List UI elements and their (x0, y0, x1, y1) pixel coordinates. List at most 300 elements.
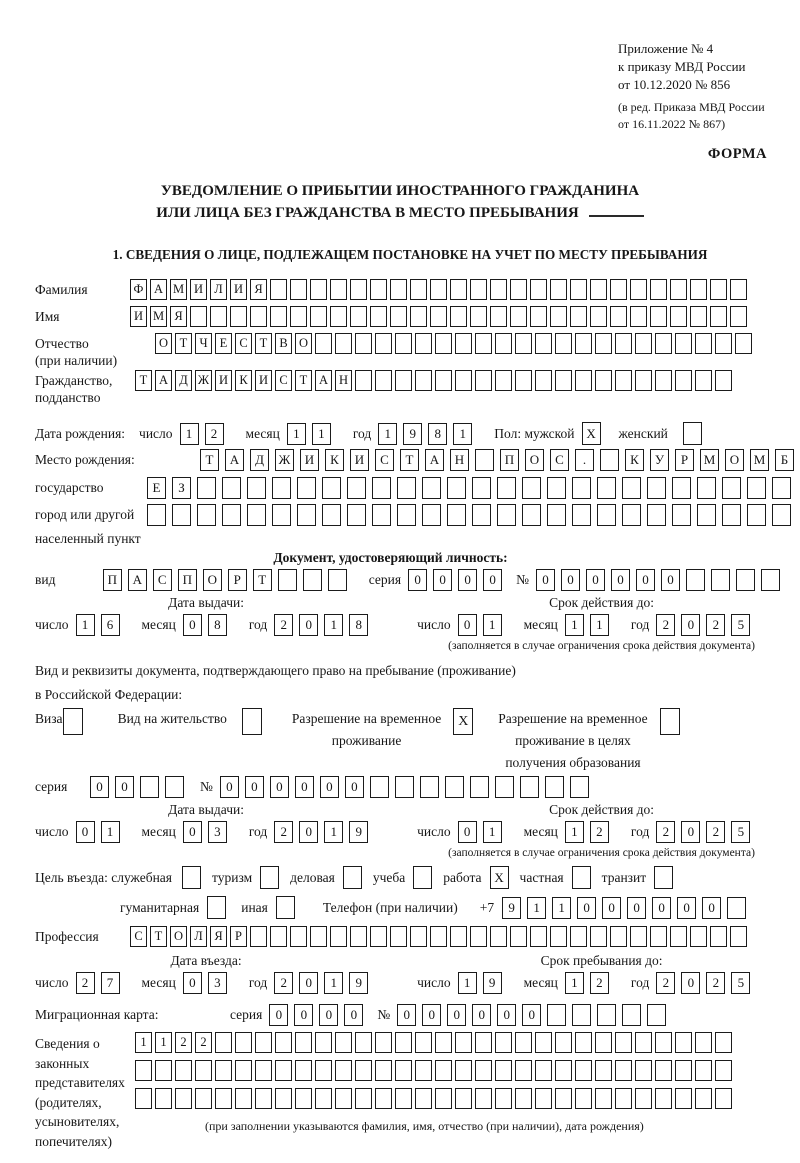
char-cell[interactable] (295, 1060, 312, 1081)
char-cell[interactable] (310, 279, 327, 300)
char-cell[interactable]: П (500, 449, 519, 471)
char-cell[interactable]: 9 (403, 423, 422, 445)
char-cell[interactable]: 0 (472, 1004, 491, 1026)
purpose-other-checkbox[interactable] (276, 896, 295, 919)
char-cell[interactable]: Т (400, 449, 419, 471)
char-cell[interactable]: 0 (627, 897, 646, 919)
char-cell[interactable] (490, 926, 507, 947)
char-cell[interactable] (597, 477, 616, 499)
char-cell[interactable] (615, 1032, 632, 1053)
char-cell[interactable] (375, 333, 392, 354)
char-cell[interactable] (555, 333, 572, 354)
char-cell[interactable] (530, 306, 547, 327)
char-cell[interactable] (347, 477, 366, 499)
char-cell[interactable] (711, 569, 730, 591)
char-cell[interactable] (695, 1032, 712, 1053)
char-cell[interactable] (655, 1060, 672, 1081)
char-cell[interactable] (372, 477, 391, 499)
char-cell[interactable] (635, 370, 652, 391)
char-cell[interactable] (715, 1088, 732, 1109)
char-cell[interactable]: Ж (275, 449, 294, 471)
char-cell[interactable]: В (275, 333, 292, 354)
char-cell[interactable] (330, 279, 347, 300)
rvp-edu-checkbox[interactable] (660, 708, 680, 735)
char-cell[interactable] (215, 1032, 232, 1053)
char-cell[interactable] (395, 776, 414, 798)
char-cell[interactable]: 0 (661, 569, 680, 591)
char-cell[interactable]: 1 (324, 972, 343, 994)
char-cell[interactable]: 5 (731, 972, 750, 994)
char-cell[interactable]: С (153, 569, 172, 591)
char-cell[interactable]: 0 (681, 972, 700, 994)
char-cell[interactable] (375, 370, 392, 391)
char-cell[interactable]: 0 (677, 897, 696, 919)
char-cell[interactable]: Н (450, 449, 469, 471)
char-cell[interactable] (670, 306, 687, 327)
char-cell[interactable] (695, 1088, 712, 1109)
char-cell[interactable] (420, 776, 439, 798)
purpose-tourism-checkbox[interactable] (260, 866, 279, 889)
char-cell[interactable]: Е (215, 333, 232, 354)
char-cell[interactable] (135, 1088, 152, 1109)
char-cell[interactable] (570, 926, 587, 947)
char-cell[interactable]: 0 (270, 776, 289, 798)
char-cell[interactable] (470, 926, 487, 947)
char-cell[interactable]: 0 (220, 776, 239, 798)
char-cell[interactable]: 0 (319, 1004, 338, 1026)
char-cell[interactable]: 0 (344, 1004, 363, 1026)
char-cell[interactable]: 5 (731, 821, 750, 843)
char-cell[interactable] (247, 504, 266, 526)
char-cell[interactable] (575, 1060, 592, 1081)
char-cell[interactable]: И (300, 449, 319, 471)
char-cell[interactable]: . (575, 449, 594, 471)
char-cell[interactable] (455, 1032, 472, 1053)
char-cell[interactable] (330, 306, 347, 327)
char-cell[interactable] (415, 1032, 432, 1053)
char-cell[interactable]: 1 (324, 614, 343, 636)
char-cell[interactable] (235, 1060, 252, 1081)
char-cell[interactable] (515, 1060, 532, 1081)
char-cell[interactable] (655, 333, 672, 354)
char-cell[interactable]: А (315, 370, 332, 391)
char-cell[interactable] (275, 1032, 292, 1053)
char-cell[interactable]: 9 (502, 897, 521, 919)
char-cell[interactable] (722, 504, 741, 526)
char-cell[interactable] (575, 1032, 592, 1053)
char-cell[interactable] (410, 306, 427, 327)
char-cell[interactable] (395, 333, 412, 354)
char-cell[interactable]: Д (175, 370, 192, 391)
char-cell[interactable]: 2 (706, 821, 725, 843)
char-cell[interactable]: К (235, 370, 252, 391)
char-cell[interactable] (295, 1032, 312, 1053)
char-cell[interactable] (355, 370, 372, 391)
char-cell[interactable] (335, 1060, 352, 1081)
char-cell[interactable] (535, 1088, 552, 1109)
char-cell[interactable]: С (235, 333, 252, 354)
char-cell[interactable] (695, 370, 712, 391)
char-cell[interactable] (155, 1060, 172, 1081)
char-cell[interactable]: И (350, 449, 369, 471)
char-cell[interactable] (615, 333, 632, 354)
char-cell[interactable] (430, 926, 447, 947)
char-cell[interactable] (535, 1060, 552, 1081)
char-cell[interactable]: А (150, 279, 167, 300)
char-cell[interactable] (715, 370, 732, 391)
char-cell[interactable] (670, 926, 687, 947)
char-cell[interactable]: Я (170, 306, 187, 327)
char-cell[interactable]: 0 (269, 1004, 288, 1026)
char-cell[interactable]: 0 (245, 776, 264, 798)
char-cell[interactable] (530, 926, 547, 947)
char-cell[interactable] (255, 1088, 272, 1109)
char-cell[interactable] (310, 306, 327, 327)
char-cell[interactable] (195, 1088, 212, 1109)
char-cell[interactable] (230, 306, 247, 327)
char-cell[interactable] (655, 1088, 672, 1109)
char-cell[interactable] (647, 504, 666, 526)
char-cell[interactable]: 1 (324, 821, 343, 843)
char-cell[interactable]: И (190, 279, 207, 300)
char-cell[interactable]: 0 (458, 821, 477, 843)
purpose-business-checkbox[interactable] (343, 866, 362, 889)
char-cell[interactable] (140, 776, 159, 798)
char-cell[interactable] (490, 279, 507, 300)
char-cell[interactable] (622, 477, 641, 499)
char-cell[interactable] (370, 776, 389, 798)
char-cell[interactable] (395, 1088, 412, 1109)
char-cell[interactable] (672, 504, 691, 526)
char-cell[interactable] (355, 1032, 372, 1053)
char-cell[interactable] (515, 333, 532, 354)
char-cell[interactable] (530, 279, 547, 300)
char-cell[interactable]: 1 (552, 897, 571, 919)
char-cell[interactable]: Е (147, 477, 166, 499)
char-cell[interactable]: Л (210, 279, 227, 300)
char-cell[interactable]: Р (230, 926, 247, 947)
char-cell[interactable] (395, 370, 412, 391)
char-cell[interactable] (727, 897, 746, 919)
char-cell[interactable] (278, 569, 297, 591)
char-cell[interactable] (435, 1032, 452, 1053)
char-cell[interactable] (686, 569, 705, 591)
char-cell[interactable]: 0 (397, 1004, 416, 1026)
char-cell[interactable] (475, 449, 494, 471)
char-cell[interactable] (172, 504, 191, 526)
char-cell[interactable]: 0 (295, 776, 314, 798)
char-cell[interactable] (730, 306, 747, 327)
char-cell[interactable]: О (155, 333, 172, 354)
char-cell[interactable] (490, 306, 507, 327)
char-cell[interactable] (572, 477, 591, 499)
char-cell[interactable]: 5 (731, 614, 750, 636)
rvp-checkbox[interactable]: X (453, 708, 473, 735)
char-cell[interactable] (555, 370, 572, 391)
char-cell[interactable] (630, 279, 647, 300)
char-cell[interactable] (475, 1060, 492, 1081)
char-cell[interactable]: Т (150, 926, 167, 947)
char-cell[interactable] (715, 1060, 732, 1081)
char-cell[interactable]: И (255, 370, 272, 391)
char-cell[interactable] (350, 279, 367, 300)
char-cell[interactable] (547, 477, 566, 499)
char-cell[interactable]: 1 (453, 423, 472, 445)
char-cell[interactable] (522, 477, 541, 499)
char-cell[interactable] (690, 279, 707, 300)
char-cell[interactable]: 0 (458, 614, 477, 636)
char-cell[interactable]: 1 (101, 821, 120, 843)
char-cell[interactable]: 1 (565, 614, 584, 636)
char-cell[interactable] (650, 926, 667, 947)
char-cell[interactable] (250, 306, 267, 327)
char-cell[interactable] (410, 279, 427, 300)
char-cell[interactable]: Р (228, 569, 247, 591)
char-cell[interactable] (255, 1060, 272, 1081)
char-cell[interactable] (590, 926, 607, 947)
char-cell[interactable]: 0 (299, 972, 318, 994)
char-cell[interactable]: 9 (483, 972, 502, 994)
char-cell[interactable] (272, 504, 291, 526)
char-cell[interactable] (650, 279, 667, 300)
char-cell[interactable]: 0 (522, 1004, 541, 1026)
char-cell[interactable] (615, 370, 632, 391)
char-cell[interactable] (555, 1088, 572, 1109)
char-cell[interactable] (675, 1088, 692, 1109)
char-cell[interactable] (372, 504, 391, 526)
char-cell[interactable]: 3 (208, 821, 227, 843)
char-cell[interactable]: 1 (180, 423, 199, 445)
char-cell[interactable] (215, 1060, 232, 1081)
char-cell[interactable] (535, 333, 552, 354)
char-cell[interactable] (390, 306, 407, 327)
char-cell[interactable]: 2 (195, 1032, 212, 1053)
char-cell[interactable]: И (130, 306, 147, 327)
char-cell[interactable]: 1 (458, 972, 477, 994)
char-cell[interactable] (470, 776, 489, 798)
char-cell[interactable] (710, 306, 727, 327)
char-cell[interactable]: П (103, 569, 122, 591)
char-cell[interactable]: 8 (428, 423, 447, 445)
char-cell[interactable] (310, 926, 327, 947)
char-cell[interactable] (375, 1060, 392, 1081)
char-cell[interactable] (722, 477, 741, 499)
char-cell[interactable] (597, 504, 616, 526)
char-cell[interactable]: И (215, 370, 232, 391)
char-cell[interactable] (615, 1088, 632, 1109)
char-cell[interactable]: 7 (101, 972, 120, 994)
char-cell[interactable] (695, 333, 712, 354)
char-cell[interactable] (495, 370, 512, 391)
char-cell[interactable] (270, 926, 287, 947)
char-cell[interactable] (495, 1032, 512, 1053)
char-cell[interactable] (595, 1032, 612, 1053)
char-cell[interactable] (547, 1004, 566, 1026)
char-cell[interactable]: 1 (590, 614, 609, 636)
char-cell[interactable] (270, 306, 287, 327)
char-cell[interactable] (470, 306, 487, 327)
char-cell[interactable] (575, 333, 592, 354)
char-cell[interactable]: 9 (349, 972, 368, 994)
purpose-study-checkbox[interactable] (413, 866, 432, 889)
char-cell[interactable] (290, 306, 307, 327)
char-cell[interactable] (761, 569, 780, 591)
char-cell[interactable] (435, 370, 452, 391)
char-cell[interactable]: Т (200, 449, 219, 471)
char-cell[interactable]: С (550, 449, 569, 471)
char-cell[interactable] (610, 306, 627, 327)
char-cell[interactable]: М (700, 449, 719, 471)
char-cell[interactable]: К (625, 449, 644, 471)
char-cell[interactable]: 2 (274, 821, 293, 843)
char-cell[interactable] (447, 504, 466, 526)
char-cell[interactable] (350, 926, 367, 947)
char-cell[interactable]: А (425, 449, 444, 471)
char-cell[interactable]: Б (775, 449, 794, 471)
char-cell[interactable] (445, 776, 464, 798)
char-cell[interactable]: Ф (130, 279, 147, 300)
purpose-work-checkbox[interactable]: X (490, 866, 509, 889)
char-cell[interactable]: 0 (183, 821, 202, 843)
char-cell[interactable] (690, 306, 707, 327)
char-cell[interactable] (575, 370, 592, 391)
char-cell[interactable] (710, 279, 727, 300)
char-cell[interactable] (475, 1032, 492, 1053)
char-cell[interactable]: 2 (706, 614, 725, 636)
char-cell[interactable]: 8 (349, 614, 368, 636)
char-cell[interactable]: 0 (408, 569, 427, 591)
char-cell[interactable]: С (275, 370, 292, 391)
char-cell[interactable] (415, 1088, 432, 1109)
char-cell[interactable]: 0 (611, 569, 630, 591)
char-cell[interactable] (475, 1088, 492, 1109)
char-cell[interactable] (435, 1060, 452, 1081)
char-cell[interactable]: Т (175, 333, 192, 354)
char-cell[interactable]: М (750, 449, 769, 471)
char-cell[interactable]: 0 (183, 972, 202, 994)
char-cell[interactable] (215, 1088, 232, 1109)
char-cell[interactable]: О (525, 449, 544, 471)
sex-male-checkbox[interactable]: X (582, 422, 601, 445)
char-cell[interactable] (497, 477, 516, 499)
char-cell[interactable] (675, 1032, 692, 1053)
char-cell[interactable] (135, 1060, 152, 1081)
char-cell[interactable]: 0 (681, 614, 700, 636)
char-cell[interactable] (710, 926, 727, 947)
char-cell[interactable]: 0 (652, 897, 671, 919)
char-cell[interactable] (447, 477, 466, 499)
char-cell[interactable] (615, 1060, 632, 1081)
char-cell[interactable] (222, 504, 241, 526)
char-cell[interactable] (335, 1032, 352, 1053)
char-cell[interactable] (422, 504, 441, 526)
purpose-private-checkbox[interactable] (572, 866, 591, 889)
char-cell[interactable] (328, 569, 347, 591)
char-cell[interactable] (455, 1088, 472, 1109)
char-cell[interactable]: 1 (565, 972, 584, 994)
char-cell[interactable]: 0 (299, 821, 318, 843)
char-cell[interactable]: 1 (565, 821, 584, 843)
char-cell[interactable] (375, 1032, 392, 1053)
char-cell[interactable] (247, 477, 266, 499)
char-cell[interactable]: 0 (447, 1004, 466, 1026)
char-cell[interactable] (275, 1088, 292, 1109)
char-cell[interactable] (370, 306, 387, 327)
char-cell[interactable] (497, 504, 516, 526)
char-cell[interactable]: О (295, 333, 312, 354)
char-cell[interactable]: Я (250, 279, 267, 300)
char-cell[interactable] (515, 1088, 532, 1109)
char-cell[interactable]: 0 (536, 569, 555, 591)
char-cell[interactable]: 0 (422, 1004, 441, 1026)
char-cell[interactable] (520, 776, 539, 798)
char-cell[interactable] (250, 926, 267, 947)
char-cell[interactable] (450, 306, 467, 327)
char-cell[interactable] (395, 1032, 412, 1053)
char-cell[interactable] (495, 1088, 512, 1109)
char-cell[interactable]: А (225, 449, 244, 471)
char-cell[interactable]: 1 (76, 614, 95, 636)
char-cell[interactable] (175, 1060, 192, 1081)
char-cell[interactable]: 2 (590, 821, 609, 843)
char-cell[interactable] (322, 504, 341, 526)
char-cell[interactable] (235, 1032, 252, 1053)
char-cell[interactable] (450, 279, 467, 300)
char-cell[interactable]: 2 (656, 821, 675, 843)
char-cell[interactable]: 0 (561, 569, 580, 591)
visa-checkbox[interactable] (63, 708, 83, 735)
char-cell[interactable]: 1 (155, 1032, 172, 1053)
char-cell[interactable]: 0 (183, 614, 202, 636)
char-cell[interactable] (670, 279, 687, 300)
char-cell[interactable] (415, 1060, 432, 1081)
char-cell[interactable]: 0 (702, 897, 721, 919)
char-cell[interactable] (675, 370, 692, 391)
char-cell[interactable]: 0 (497, 1004, 516, 1026)
char-cell[interactable]: Ж (195, 370, 212, 391)
char-cell[interactable] (410, 926, 427, 947)
char-cell[interactable] (450, 926, 467, 947)
char-cell[interactable] (495, 776, 514, 798)
char-cell[interactable]: 0 (577, 897, 596, 919)
char-cell[interactable] (655, 1032, 672, 1053)
char-cell[interactable] (772, 477, 791, 499)
char-cell[interactable] (290, 279, 307, 300)
sex-female-checkbox[interactable] (683, 422, 702, 445)
char-cell[interactable]: 2 (706, 972, 725, 994)
char-cell[interactable] (272, 477, 291, 499)
char-cell[interactable] (510, 306, 527, 327)
residence-permit-checkbox[interactable] (242, 708, 262, 735)
char-cell[interactable] (175, 1088, 192, 1109)
char-cell[interactable] (647, 1004, 666, 1026)
char-cell[interactable]: Д (250, 449, 269, 471)
char-cell[interactable] (555, 1060, 572, 1081)
char-cell[interactable] (545, 776, 564, 798)
char-cell[interactable] (510, 926, 527, 947)
char-cell[interactable] (472, 504, 491, 526)
char-cell[interactable]: 6 (101, 614, 120, 636)
char-cell[interactable]: 1 (483, 614, 502, 636)
char-cell[interactable] (235, 1088, 252, 1109)
char-cell[interactable] (595, 1060, 612, 1081)
char-cell[interactable] (390, 926, 407, 947)
char-cell[interactable]: Ч (195, 333, 212, 354)
char-cell[interactable] (655, 370, 672, 391)
char-cell[interactable] (522, 504, 541, 526)
char-cell[interactable]: И (230, 279, 247, 300)
char-cell[interactable] (415, 370, 432, 391)
